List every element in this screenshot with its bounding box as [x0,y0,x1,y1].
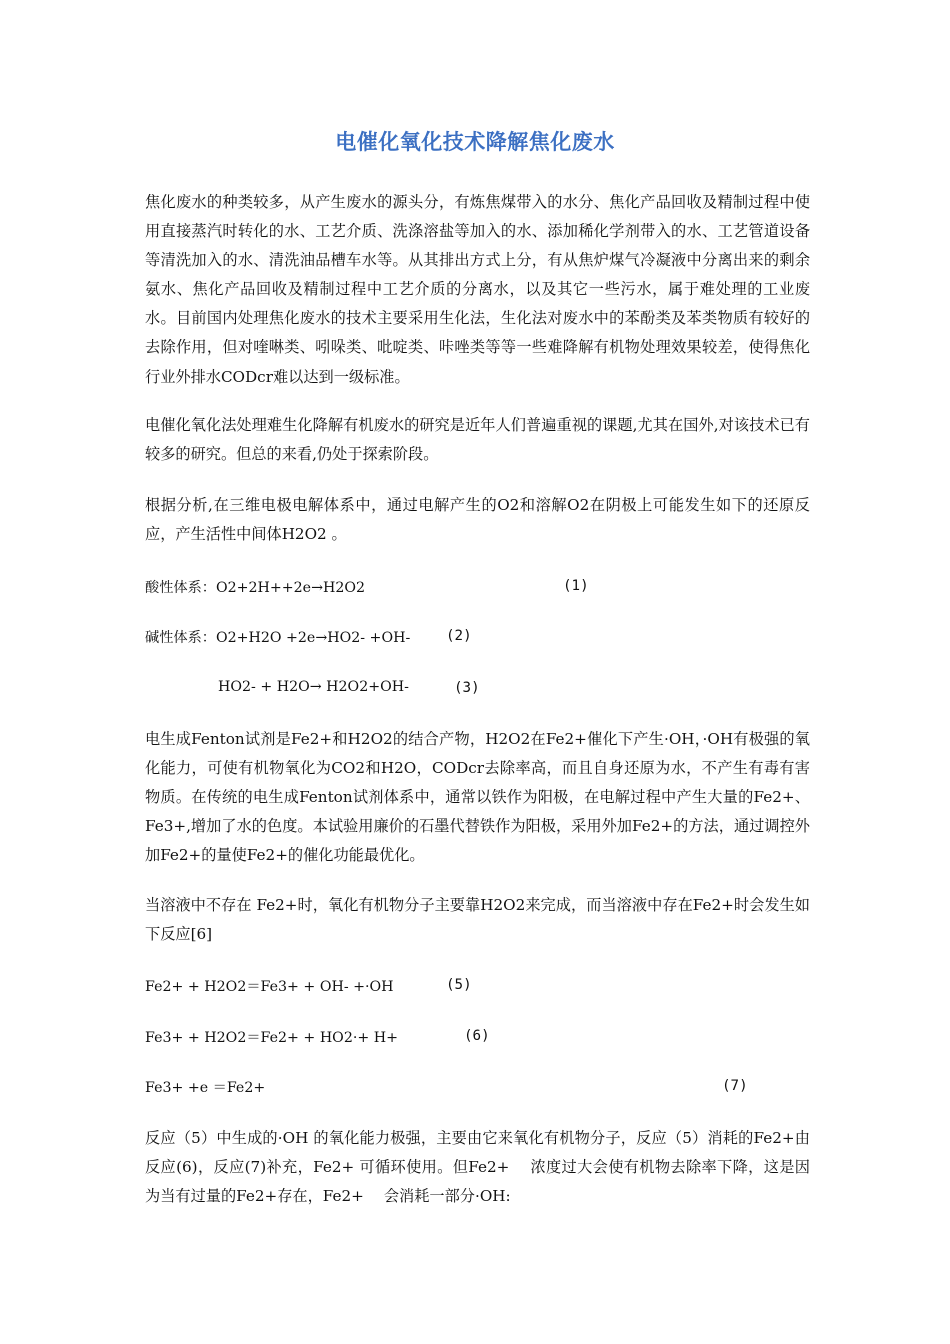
equation-7-number: (7) [722,1078,748,1094]
equation-5: Fe2+ + H2O2＝Fe3+ + OH- +·OH [145,979,394,995]
equation-2-number: (2) [446,628,472,644]
paragraph-research: 电催化氧化法处理难生化降解有机废水的研究是近年人们普遍重视的课题,尤其在国外,对该技术已有较多的研究。但总的来看,仍处于探索阶段。 [145,416,810,464]
equation-1: 酸性体系：O2+2H++2e→H2O2 [145,580,366,596]
paragraph-analysis: 根据分析,在三维电极电解体系中，通过电解产生的O2和溶解O2在阴极上可能发生如下的还原反应，产生活性中间体H2O2 。 [145,496,810,544]
equation-6-number: (6) [464,1028,490,1044]
equation-5-number: (5) [446,977,472,993]
paragraph-reaction-intro: 当溶液中不存在 Fe2+时，氧化有机物分子主要靠H2O2来完成，而当溶液中存在Fe2+时会发生如下反应[6] [145,896,810,944]
paragraph-conclusion: 反应（5）中生成的·OH 的氧化能力极强，主要由它来氧化有机物分子，反应（5）消耗的Fe2+由反应(6)，反应(7)补充，Fe2+ 可循环使用。但Fe2+ 浓度过大会使有机物去除率下降，这是因为当有过量的Fe2+存在，Fe2+ 会消耗一部分·OH: [145,1129,810,1206]
equation-1-number: (1) [563,578,589,594]
equation-2: 碱性体系：O2+H2O +2e→HO2- +OH- [145,630,411,646]
equation-3-number: (3) [454,680,480,696]
equation-3: HO2- + H2O→ H2O2+OH- [218,679,409,695]
paragraph-fenton: 电生成Fenton试剂是Fe2+和H2O2的结合产物，H2O2在Fe2+催化下产生·OH，·OH有极强的氧化能力，可使有机物氧化为CO2和H2O，CODcr去除率高，而且自身还原为水，不产生有毒有害物质。在传统的电生成Fenton试剂体系中，通常以铁作为阳极，在电解过程中产生大量的Fe2+、Fe3+,增加了水的色度。本试验用廉价的石墨代替铁作为阳极，采用外加Fe2+的方法，通过调控外加Fe2+的量使Fe2+的催化功能最优化。 [145,730,810,865]
paragraph-intro: 焦化废水的种类较多，从产生废水的源头分，有炼焦煤带入的水分、焦化产品回收及精制过程中使用直接蒸汽时转化的水、工艺介质、洗涤溶盐等加入的水、添加稀化学剂带入的水、工艺管道设备等清洗加入的水、清洗油品槽车水等。从其排出方式上分，有从焦炉煤气冷凝液中分离出来的剩余氨水、焦化产品回收及精制过程中工艺介质的分离水，以及其它一些污水，属于难处理的工业废水。目前国内处理焦化废水的技术主要采用生化法，生化法对废水中的苯酚类及苯类物质有较好的去除作用，但对喹啉类、吲哚类、吡啶类、咔唑类等等一些难降解有机物处理效果较差，使得焦化行业外排水CODcr难以达到一级标准。 [145,193,810,386]
equation-7: Fe3+ +e ＝Fe2+ [145,1080,266,1096]
document-title: 电催化氧化技术降解焦化废水 [335,130,615,154]
equation-6: Fe3+ + H2O2＝Fe2+ + HO2·+ H+ [145,1030,399,1046]
